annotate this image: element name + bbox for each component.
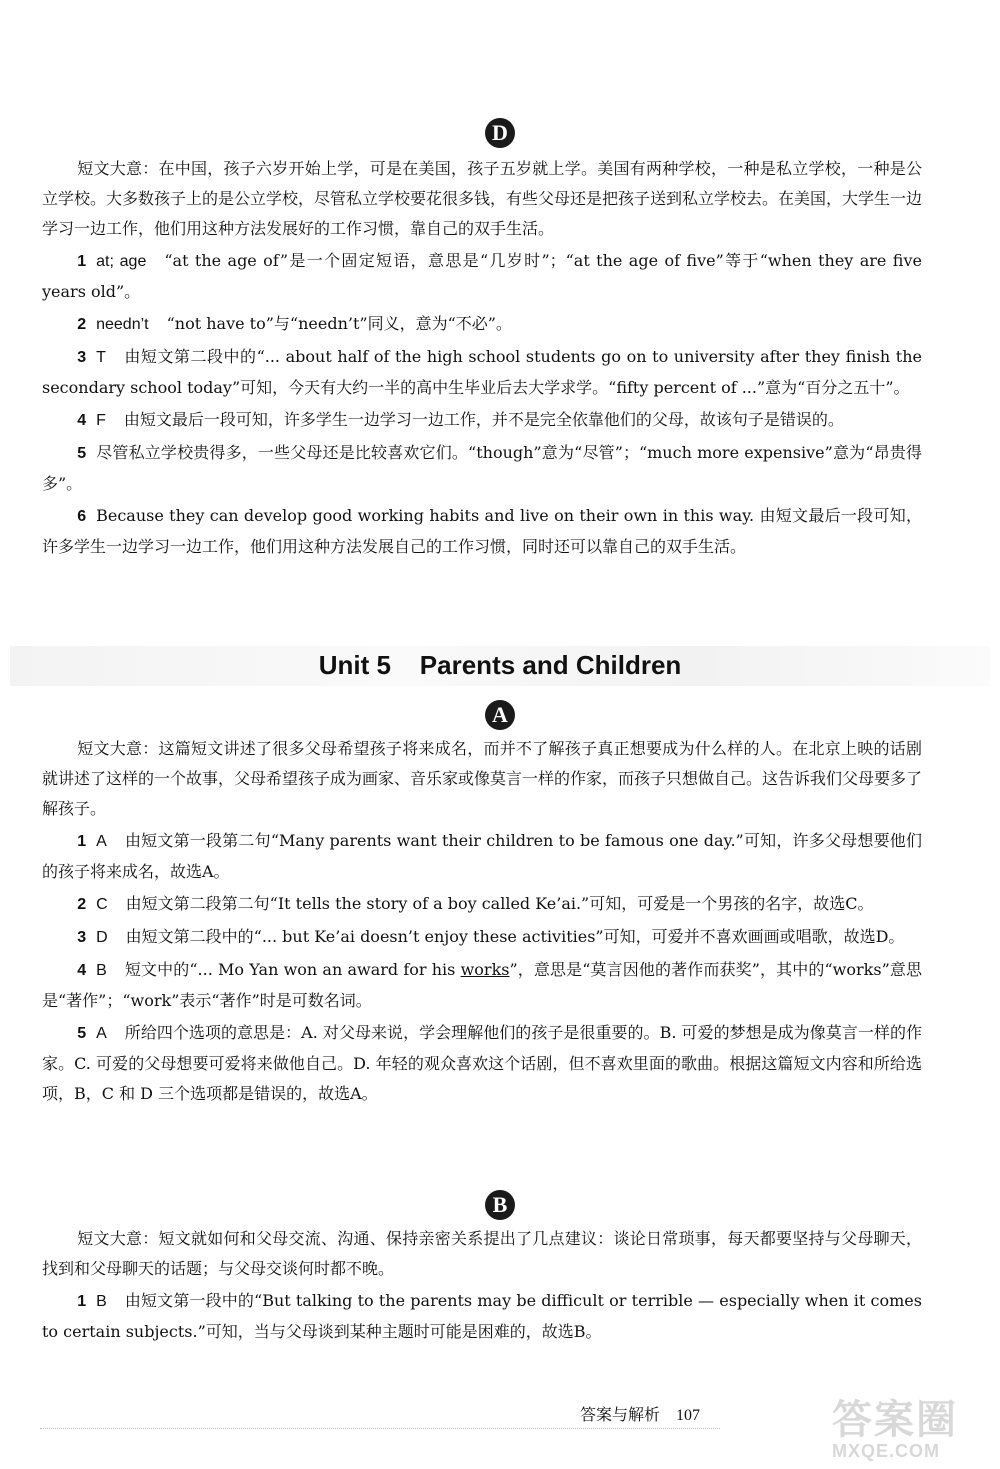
item-explanation: 短文中的“... Mo Yan won an award for his — [124, 960, 461, 979]
item-number: 3 — [77, 349, 87, 366]
item-answer: T — [96, 349, 106, 366]
footer-label: 答案与解析 — [580, 1405, 661, 1424]
item-answer: B — [96, 1293, 107, 1310]
item-number: 6 — [77, 508, 87, 525]
underlined-word: works — [460, 960, 510, 979]
item-explanation: 由短文第一段第二句“Many parents want their children to be famous one day.”可知，许多父母想要他们的孩子将来成名，故选A。 — [42, 831, 922, 881]
item-explanation: 尽管私立学校贵得多，一些父母还是比较喜欢它们。“though”意为“尽管”；“much more expensive”意为“昂贵得多”。 — [42, 443, 922, 493]
answer-item — [42, 955, 922, 1016]
footer-divider — [40, 1428, 720, 1429]
item-number: 3 — [77, 929, 87, 946]
item-number: 5 — [77, 445, 87, 462]
item-number: 4 — [77, 412, 87, 429]
item-explanation: 由短文第一段中的“But talking to the parents may be difficult or terrible — especially when it comes to certain subjects.”可知，当与父母谈到某种主题时可能是困难的，故选B。 — [42, 1291, 922, 1341]
section-d-summary: 短文大意：在中国，孩子六岁开始上学，可是在美国，孩子五岁就上学。美国有两种学校，一种是私立学校，一种是公立学校。大多数孩子上的是公立学校，尽管私立学校要花很多钱，有些父母还是把孩子送到私立学校去。在美国，大学生一边学习一边工作，他们用这种方法发展好的工作习惯，靠自己的双手生活。 — [42, 159, 923, 238]
item-number: 2 — [77, 896, 87, 913]
section-d — [42, 154, 922, 564]
item-number: 1 — [77, 253, 87, 270]
item-number: 1 — [77, 833, 87, 850]
answer-item — [42, 922, 922, 953]
item-explanation: 由短文第二段中的“... about half of the high school students go on to university after they finish the secondary school today”可知，今天有大约一半的高中生毕业后去大学求学。“fifty percent of ...”意为“百分之五十”。 — [42, 347, 922, 397]
answer-item — [42, 501, 922, 562]
answer-item — [42, 309, 922, 340]
answer-item — [42, 826, 922, 887]
section-a-summary: 短文大意：这篇短文讲述了很多父母希望孩子将来成名，而并不了解孩子真正想要成为什么样的人。在北京上映的话剧就讲述了这样的一个故事，父母希望孩子成为画家、音乐家或像莫言一样的作家，而孩子只想做自己。这告诉我们父母要多了解孩子。 — [42, 739, 923, 818]
watermark-logo: 答案圈 — [832, 1398, 958, 1442]
answer-item — [42, 405, 922, 436]
item-explanation: “not have to”与“needn’t”同义，意为“不必”。 — [166, 314, 512, 333]
item-explanation: “at the age of”是一个固定短语，意思是“几岁时”；“at the age of five”等于“when they are five years old”。 — [42, 251, 922, 301]
item-answer: A — [96, 833, 107, 850]
item-number: 5 — [77, 1025, 87, 1042]
item-answer: F — [96, 412, 106, 429]
answer-item — [42, 1286, 922, 1347]
item-explanation: 所给四个选项的意思是：A. 对父母来说，学会理解他们的孩子是很重要的。B. 可爱的梦想是成为像莫言一样的作家。C. 可爱的父母想要可爱将来做他自己。D. 年轻的观众喜欢这个话剧，但不喜欢里面的歌曲。根据这篇短文内容和所给选项，B，C 和 D 三个选项都是错误的，故选A。 — [42, 1023, 922, 1103]
item-number: 2 — [77, 316, 87, 333]
item-answer: C — [96, 896, 108, 913]
section-a — [42, 734, 922, 1111]
item-answer: A — [96, 1025, 107, 1042]
watermark — [832, 1388, 992, 1461]
answer-item — [42, 246, 922, 307]
item-answer: needn’t — [96, 316, 149, 333]
page-number: 107 — [676, 1407, 701, 1424]
section-a-badge: A — [485, 700, 515, 730]
item-answer: B — [96, 962, 107, 979]
section-b — [42, 1224, 922, 1349]
section-b-summary: 短文大意：短文就如何和父母交流、沟通、保持亲密关系提出了几点建议：谈论日常琐事，每天都要坚持与父母聊天，找到和父母聊天的话题；与父母交谈何时都不晚。 — [42, 1229, 922, 1278]
page-footer — [580, 1402, 700, 1425]
item-explanation: 由短文第二段中的“... but Ke’ai doesn’t enjoy these activities”可知，可爱并不喜欢画画或唱歌，故选D。 — [125, 927, 905, 946]
item-explanation: 由短文第二段第二句“It tells the story of a boy called Ke’ai.”可知，可爱是一个男孩的名字，故选C。 — [125, 894, 874, 913]
answer-item — [42, 342, 922, 403]
watermark-url: MXQE.COM — [832, 1441, 941, 1461]
item-explanation: Because they can develop good working habits and live on their own in this way. 由短文最后一段可知，许多学生一边学习一边工作，他们用这种方法发展自己的工作习惯，同时还可以靠自己的双手生活。 — [42, 506, 922, 556]
answer-item — [42, 1018, 922, 1109]
answer-item — [42, 438, 922, 499]
item-answer: at; age — [96, 253, 147, 270]
section-b-badge: B — [485, 1190, 515, 1220]
item-explanation: 由短文最后一段可知，许多学生一边学习一边工作，并不是完全依靠他们的父母，故该句子是错误的。 — [123, 410, 844, 429]
unit-title: Unit 5 Parents and Children — [318, 650, 682, 680]
section-d-badge: D — [485, 118, 515, 148]
item-explanation: ”，意思是“莫言因他的著作而获奖”，其中的“works”意思是“著作”；“work”表示“著作”时是可数名词。 — [42, 960, 922, 1010]
answer-item — [42, 889, 922, 920]
item-number: 4 — [77, 962, 87, 979]
item-answer: D — [96, 929, 108, 946]
item-number: 1 — [77, 1293, 87, 1310]
